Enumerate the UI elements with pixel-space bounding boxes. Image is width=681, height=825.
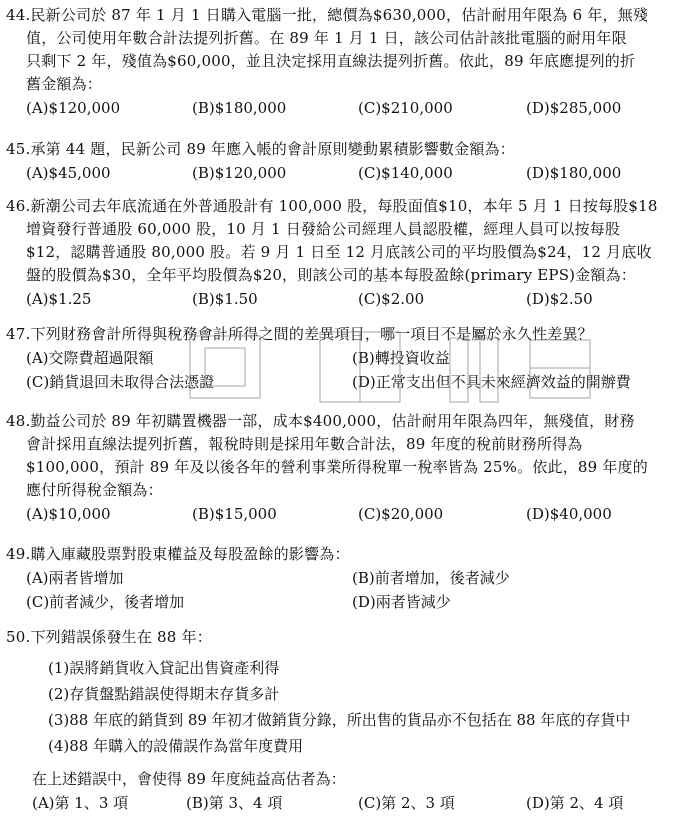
- options-row: [6, 791, 676, 815]
- options-row: [6, 502, 676, 526]
- option-c: (C)銷貨退回未取得合法憑證: [26, 373, 215, 391]
- stem-line: 增資發行普通股 60,000 股，10 月 1 日發給公司經理人員認股權，經理人員可以按每股: [26, 220, 621, 238]
- option-d: (D)正常支出但不具未來經濟效益的開辦費: [352, 373, 631, 391]
- stem-line: 下列錯誤係發生在 88 年：: [30, 628, 212, 646]
- option-d: (D)第 2、4 項: [526, 794, 624, 812]
- stem-line: 購入庫藏股票對股東權益及每股盈餘的影響為：: [30, 545, 350, 563]
- option-b: (B)$180,000: [192, 99, 287, 117]
- question-47: [6, 323, 676, 394]
- option-c: (C)$210,000: [358, 99, 453, 117]
- option-d: (D)$40,000: [526, 505, 612, 523]
- stem-line: 只剩下 2 年，殘值為$60,000，並且決定採用直線法提列折舊。依此，89 年底應提列的折: [26, 52, 636, 70]
- question-stem: [6, 626, 676, 649]
- sub-question-stem: 在上述錯誤中，會使得 89 年度純益高估者為：: [32, 770, 346, 788]
- stem-line: 應付所得稅金額為：: [26, 481, 163, 499]
- option-a: (A)$45,000: [26, 164, 111, 182]
- option-d: (D)$2.50: [526, 290, 593, 308]
- option-c: (C)$2.00: [358, 290, 425, 308]
- stem-line: 承第 44 題，民新公司 89 年應入帳的會計原則變動累積影響數金額為：: [30, 140, 515, 158]
- options-row: [6, 96, 676, 120]
- sub-item-3: (3)88 年底的銷貨到 89 年初才做銷貨分錄，所出售的貨品亦不包括在 88 年底的存貨中: [48, 711, 631, 729]
- option-a: (A)$120,000: [26, 99, 121, 117]
- options-row: [6, 161, 676, 185]
- question-number: 46.: [6, 197, 31, 215]
- question-stem: [6, 323, 676, 346]
- stem-line: 勤益公司於 89 年初購置機器一部，成本$400,000，估計耐用年限為四年，無殘值，財務: [30, 412, 635, 430]
- stem-line: 值，公司使用年數合計法提列折舊。在 89 年 1 月 1 日，該公司估計該批電腦的耐用年限: [26, 29, 627, 47]
- option-a: (A)$10,000: [26, 505, 111, 523]
- option-b: (B)轉投資收益: [352, 349, 450, 367]
- question-48: [6, 410, 676, 526]
- options-row: [6, 566, 676, 590]
- option-d: (D)$180,000: [526, 164, 622, 182]
- question-number: 49.: [6, 545, 31, 563]
- stem-line: 民新公司於 87 年 1 月 1 日購入電腦一批，總價為$630,000，估計耐用年限為 6 年，無殘: [30, 6, 649, 24]
- question-stem: [6, 4, 676, 96]
- question-number: 47.: [6, 325, 31, 343]
- option-d: (D)兩者皆減少: [352, 593, 451, 611]
- sub-item-2: (2)存貨盤點錯誤使得期末存貨多計: [48, 685, 280, 703]
- option-b: (B)$15,000: [192, 505, 277, 523]
- option-c: (C)前者減少，後者增加: [26, 593, 185, 611]
- option-b: (B)$1.50: [192, 290, 258, 308]
- stem-line: 舊金額為：: [26, 75, 103, 93]
- question-44: [6, 4, 676, 120]
- question-stem: [6, 410, 676, 502]
- option-b: (B)$120,000: [192, 164, 287, 182]
- option-b: (B)前者增加，後者減少: [352, 569, 510, 587]
- question-number: 44.: [6, 6, 31, 24]
- stem-line: 盤的股價為$30，全年平均股價為$20，則該公司的基本每股盈餘(primary EPS)金額為：: [26, 266, 637, 284]
- stem-line: $100,000，預計 89 年及以後各年的營利事業所得稅單一稅率皆為 25%。依此，89 年度的: [26, 458, 648, 476]
- stem-line: 會計採用直線法提列折舊，報稅時則是採用年數合計法，89 年度的稅前財務所得為: [26, 435, 583, 453]
- option-a: (A)兩者皆增加: [26, 569, 124, 587]
- option-a: (A)$1.25: [26, 290, 92, 308]
- option-c: (C)$140,000: [358, 164, 453, 182]
- option-c: (C)$20,000: [358, 505, 444, 523]
- question-45: [6, 138, 676, 185]
- sub-item-1: (1)誤將銷貨收入貸記出售資產利得: [48, 659, 280, 677]
- sub-item-4: (4)88 年購入的設備誤作為當年度費用: [48, 737, 304, 755]
- option-b: (B)第 3、4 項: [186, 794, 283, 812]
- options-row: [6, 590, 676, 614]
- question-stem: [6, 543, 676, 566]
- question-number: 48.: [6, 412, 31, 430]
- question-49: [6, 543, 676, 614]
- options-row: [6, 370, 676, 394]
- stem-line: $12，認購普通股 80,000 股。若 9 月 1 日至 12 月底該公司的平均股價為$24，12 月底收: [26, 243, 652, 261]
- question-stem: [6, 195, 676, 287]
- option-a: (A)第 1、3 項: [32, 794, 129, 812]
- stem-line: 新潮公司去年底流通在外普通股計有 100,000 股，每股面值$10，本年 5 月 1 日按每股$18: [30, 197, 658, 215]
- options-row: [6, 287, 676, 311]
- options-row: [6, 346, 676, 370]
- stem-line: 下列財務會計所得與稅務會計所得之間的差異項目，哪一項目不是屬於永久性差異？: [30, 325, 593, 343]
- question-number: 50.: [6, 628, 31, 646]
- question-46: [6, 195, 676, 311]
- question-50: [6, 626, 676, 815]
- option-c: (C)第 2、3 項: [358, 794, 455, 812]
- question-number: 45.: [6, 140, 31, 158]
- option-d: (D)$285,000: [526, 99, 622, 117]
- option-a: (A)交際費超過限額: [26, 349, 154, 367]
- question-stem: [6, 138, 676, 161]
